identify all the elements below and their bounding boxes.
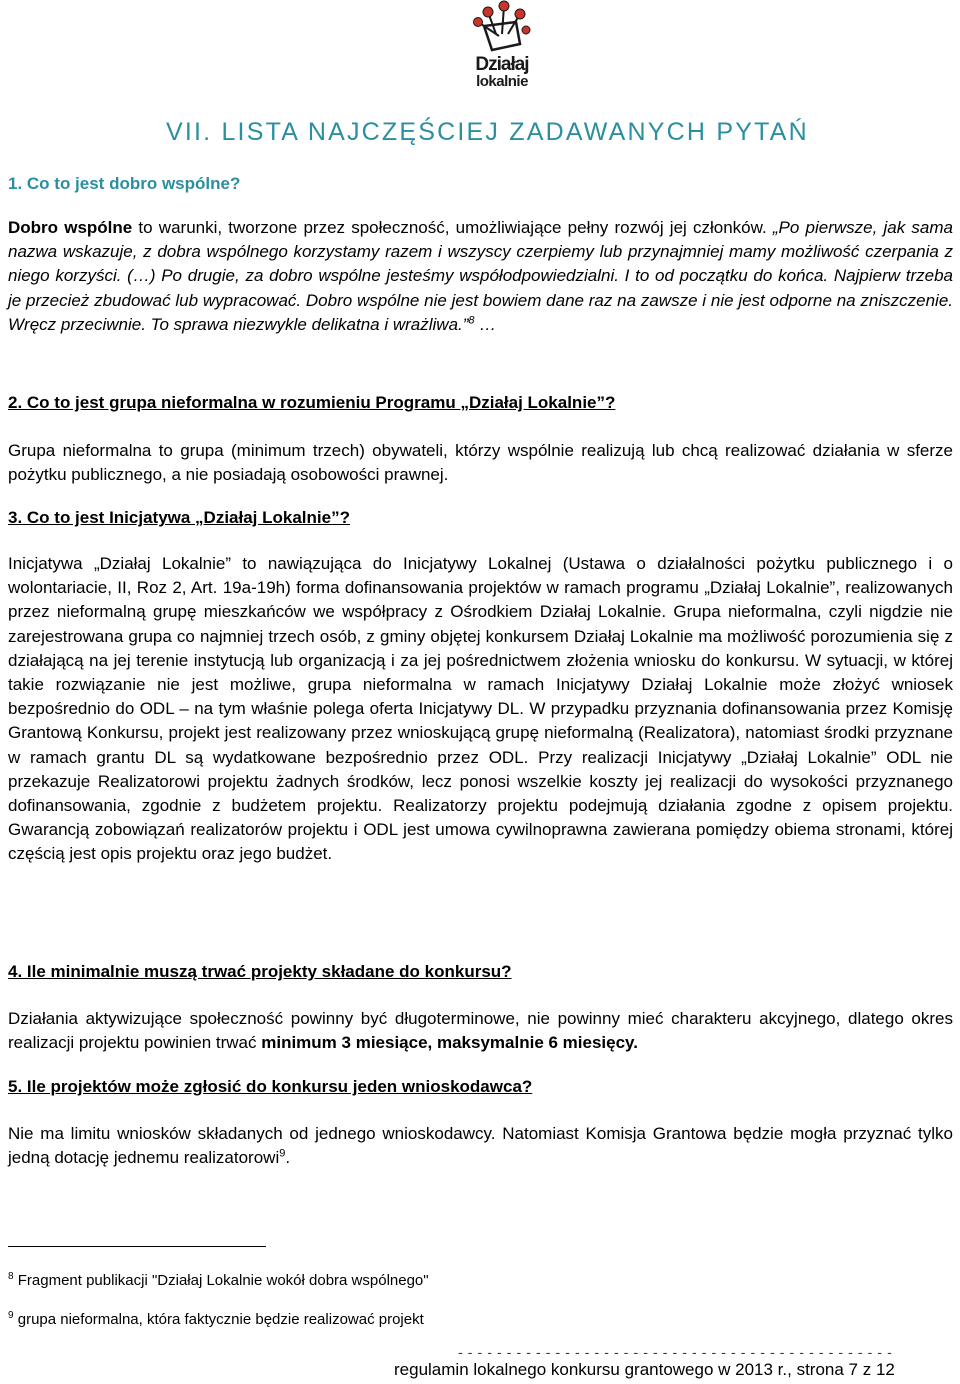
question-4-title: 4. Ile minimalnie muszą trwać projekty składane do konkursu? [8, 962, 512, 981]
footnote-8 [8, 1272, 429, 1289]
answer-2: Grupa nieformalna to grupa (minimum trzech) obywateli, którzy wspólnie realizują lub chcą realizować działania w sferze pożytku publicznego, a nie posiadają osobowości prawnej. [8, 441, 953, 485]
logo-word-lokalnie: lokalnie [476, 73, 528, 90]
answer-3: Inicjatywa „Działaj Lokalnie” to nawiązująca do Inicjatywy Lokalnej (Ustawa o działalności pożytku publicznego i o wolontariacie, II, Roz 2, Art. 19a-19h) forma dofinansowania projektów w ramach programu „Działaj Lokalnie”, realizowanych przez nieformalną grupę mieszkańców we współpracy z Ośrodkiem Działaj Lokalnie. Grupa nieformalna, czyli nigdzie nie zarejestrowana grupa co najmniej trzech osób, z gminy objętej konkursem Działaj Lokalnie ma możliwość porozumienia się z działającą na jej terenie instytucją lub organizacją i za jej pośrednictwem złożenia wniosku do konkursu. W sytuacji, w której takie rozwiązanie nie jest możliwe, grupa nieformalna w ramach Inicjatywy Działaj Lokalnie może złożyć wniosek bezpośrednio do ODL – na tym właśnie polega oferta Inicjatywy DL. W przypadku przyznania dofinansowania przez Komisję Grantową Konkursu, projekt jest realizowany przez wnioskującą grupę nieformalną (Realizatora), natomiast środki przyznane w ramach grantu DL są wydatkowane bezpośrednio przez ODL. Przy realizacji Inicjatywy „Działaj Lokalnie” ODL nie przekazuje Realizatorowi projektu żadnych środków, lecz ponosi wszelkie koszty jej realizacji do wysokości przyznanego dofinansowania, zgodnie z budżetem projektu. Realizatorzy projektu podejmują działania zgodne z opisem projektu. Gwarancją zobowiązań realizatorów projektu i ODL jest umowa cywilnoprawna zawierana pomiędzy obiema stronami, której częścią jest opis projektu oraz jego budżet. [8, 554, 953, 864]
footnote-9-number: 9 [8, 1310, 14, 1321]
question-5-title: 5. Ile projektów może zgłosić do konkursu jeden wnioskodawca? [8, 1077, 533, 1096]
answer-5-text: Nie ma limitu wniosków składanych od jednego wnioskodawcy. Natomiast Komisja Grantowa będzie mogła przyznać tylko jedną dotację jednemu realizatorowi [8, 1124, 953, 1168]
page-footer: regulamin lokalnego konkursu grantowego w 2013 r., strona 7 z 12 [394, 1360, 895, 1379]
logo-word-dzialaj: Działaj [475, 54, 529, 75]
question-3-title: 3. Co to jest Inicjatywa „Działaj Lokalnie”? [8, 508, 350, 527]
footer-dashed-rule: - - - - - - - - - - - - - - - - - - - - - - - - - - - - - - - - - - - - - - - - - - - - - [458, 1344, 893, 1360]
question-1-title: 1. Co to jest dobro wspólne? [8, 174, 241, 193]
answer-4 [8, 1007, 953, 1055]
answer-1 [8, 216, 953, 337]
answer-5 [8, 1122, 953, 1170]
question-2-title: 2. Co to jest grupa nieformalna w rozumieniu Programu „Działaj Lokalnie”? [8, 393, 616, 412]
footnote-9 [8, 1311, 424, 1328]
answer-1-quote: „Po pierwsze, jak sama nazwa wskazuje, z dobra wspólnego korzystamy razem i wszyscy czerpiemy lub przynajmniej mamy możliwość czerpania z niego korzyści. (…) Po drugie, za dobro wspólne jesteśmy współodpowiedzialni. I to od początku do końca. Najpierw trzeba je przecież zbudować lub wypracować. Dobro wspólne nie jest bowiem dane raz na zawsze i nie jest odporne na zniszczenie. Wręcz przeciwnie. To sprawa niezwykle delikatna i wrażliwa.” [8, 218, 954, 334]
answer-4-emphasis: minimum 3 miesiące, maksymalnie 6 miesięcy. [261, 1033, 638, 1053]
footnote-divider [8, 1246, 266, 1247]
answer-1-ellipsis: … [474, 314, 497, 334]
dzialaj-lokalnie-logo [466, 0, 538, 96]
footnote-ref-8: 8 [468, 314, 475, 327]
section-title: VII. LISTA NAJCZĘŚCIEJ ZADAWANYCH PYTAŃ [166, 118, 809, 146]
footnote-9-text: grupa nieformalna, która faktycznie będzie realizować projekt [13, 1311, 424, 1328]
footnote-8-text: Fragment publikacji "Działaj Lokalnie wokół dobra wspólnego" [13, 1272, 429, 1289]
answer-5-end: . [285, 1148, 291, 1168]
footnote-ref-9: 9 [279, 1147, 286, 1160]
logo-flowers-icon [466, 0, 538, 56]
answer-4-text: Działania aktywizujące społeczność powinny być długoterminowe, nie powinny mieć charakteru akcyjnego, dlatego okres realizacji projektu powinien trwać [8, 1009, 953, 1053]
answer-1-term: Dobro wspólne [8, 218, 133, 237]
footnote-8-number: 8 [8, 1271, 14, 1282]
answer-1-definition: to warunki, tworzone przez społeczność, umożliwiające pełny rozwój jej członków. [132, 218, 773, 237]
